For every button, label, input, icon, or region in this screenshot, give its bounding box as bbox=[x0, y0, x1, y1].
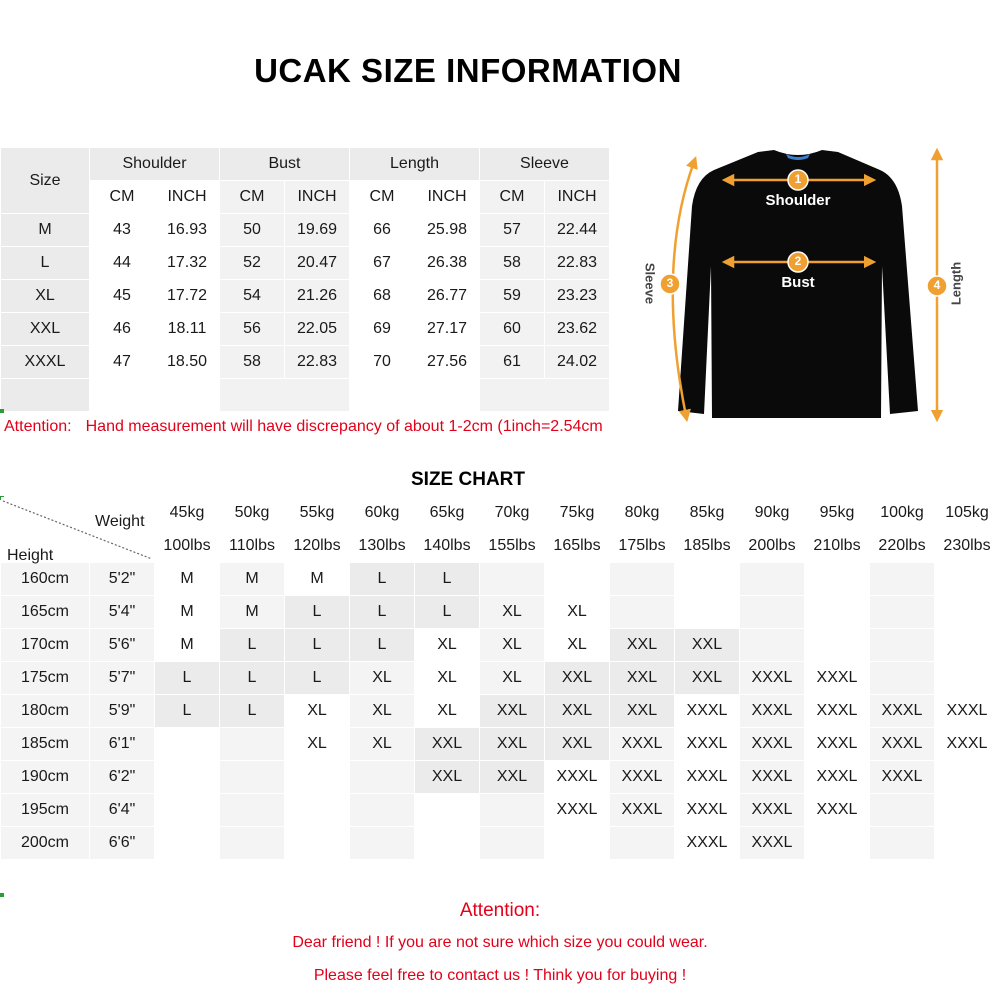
recommended-size-cell: L bbox=[350, 596, 414, 628]
measurement-cell: 27.56 bbox=[415, 346, 479, 378]
weight-kg-row bbox=[1, 497, 999, 529]
measurement-cell: 17.32 bbox=[155, 247, 219, 279]
recommended-size-cell bbox=[220, 794, 284, 826]
measurement-diagram bbox=[636, 146, 976, 431]
recommended-size-cell bbox=[740, 596, 804, 628]
recommended-size-cell: XXL bbox=[545, 662, 609, 694]
recommended-size-cell bbox=[350, 827, 414, 859]
recommended-size-cell bbox=[870, 794, 934, 826]
table-row bbox=[1, 794, 999, 826]
recommended-size-cell: XXXL bbox=[805, 695, 869, 727]
measurement-cell: 50 bbox=[220, 214, 284, 246]
measurement-cell: 22.05 bbox=[285, 313, 349, 345]
measurement-cell: 26.38 bbox=[415, 247, 479, 279]
height-cm-cell: 185cm bbox=[1, 728, 89, 760]
recommended-size-cell bbox=[155, 728, 219, 760]
weight-kg-cell: 60kg bbox=[350, 497, 414, 529]
bust-number: 2 bbox=[794, 254, 802, 268]
measurement-cell: 21.26 bbox=[285, 280, 349, 312]
height-cm-cell: 200cm bbox=[1, 827, 89, 859]
unit-header-cell: CM bbox=[90, 181, 154, 213]
recommended-size-cell: L bbox=[220, 662, 284, 694]
recommended-size-cell: XXXL bbox=[870, 695, 934, 727]
empty-cell bbox=[220, 379, 349, 411]
weight-lbs-cell: 165lbs bbox=[545, 530, 609, 562]
marker-dot bbox=[0, 409, 4, 413]
height-ft-cell: 6'1" bbox=[90, 728, 154, 760]
unit-header-cell: INCH bbox=[545, 181, 609, 213]
recommended-size-cell: XXXL bbox=[545, 761, 609, 793]
weight-kg-cell: 45kg bbox=[155, 497, 219, 529]
table-row bbox=[1, 662, 999, 694]
recommended-size-cell: XXL bbox=[415, 728, 479, 760]
measurement-cell: 54 bbox=[220, 280, 284, 312]
recommended-size-cell: XXXL bbox=[870, 761, 934, 793]
table-row bbox=[1, 313, 609, 345]
recommended-size-cell: XXL bbox=[545, 728, 609, 760]
recommended-size-cell: XXL bbox=[415, 761, 479, 793]
recommended-size-cell bbox=[480, 794, 544, 826]
weight-lbs-cell: 185lbs bbox=[675, 530, 739, 562]
height-cm-cell: 180cm bbox=[1, 695, 89, 727]
table-row bbox=[1, 247, 609, 279]
measurement-cell: 26.77 bbox=[415, 280, 479, 312]
recommended-size-cell: XXXL bbox=[740, 827, 804, 859]
recommended-size-cell bbox=[545, 563, 609, 595]
recommended-size-cell bbox=[870, 662, 934, 694]
weight-lbs-cell: 230lbs bbox=[935, 530, 999, 562]
recommended-size-cell: L bbox=[350, 629, 414, 661]
recommended-size-cell bbox=[740, 629, 804, 661]
sleeve-label: Sleeve bbox=[642, 262, 658, 305]
weight-lbs-cell: 155lbs bbox=[480, 530, 544, 562]
table-row bbox=[1, 695, 999, 727]
measurement-cell: 66 bbox=[350, 214, 414, 246]
marker-dot bbox=[0, 893, 4, 897]
table-row bbox=[1, 629, 999, 661]
height-cm-cell: 165cm bbox=[1, 596, 89, 628]
measurement-cell: 18.50 bbox=[155, 346, 219, 378]
recommended-size-cell: XXXL bbox=[675, 827, 739, 859]
recommended-size-cell: XL bbox=[415, 629, 479, 661]
recommended-size-cell bbox=[935, 596, 999, 628]
table-row bbox=[1, 280, 609, 312]
height-ft-cell: 5'7" bbox=[90, 662, 154, 694]
measurement-cell: 22.83 bbox=[545, 247, 609, 279]
recommended-size-cell: XXXL bbox=[740, 761, 804, 793]
recommended-size-cell bbox=[545, 827, 609, 859]
measurement-cell: 20.47 bbox=[285, 247, 349, 279]
weight-kg-cell: 105kg bbox=[935, 497, 999, 529]
recommended-size-cell: XL bbox=[545, 629, 609, 661]
sleeve-header: Sleeve bbox=[480, 148, 609, 180]
weight-kg-cell: 55kg bbox=[285, 497, 349, 529]
measurement-cell: 16.93 bbox=[155, 214, 219, 246]
recommended-size-cell bbox=[285, 827, 349, 859]
unit-header-row bbox=[1, 181, 609, 213]
recommended-size-cell: XXXL bbox=[805, 662, 869, 694]
recommended-size-cell bbox=[480, 827, 544, 859]
recommended-size-cell: XL bbox=[285, 728, 349, 760]
height-ft-cell: 5'2" bbox=[90, 563, 154, 595]
recommended-size-cell: XL bbox=[350, 662, 414, 694]
recommended-size-cell bbox=[805, 563, 869, 595]
recommended-size-cell: L bbox=[285, 629, 349, 661]
weight-lbs-cell: 220lbs bbox=[870, 530, 934, 562]
height-ft-cell: 6'2" bbox=[90, 761, 154, 793]
measurement-cell: 23.23 bbox=[545, 280, 609, 312]
height-cm-cell: 175cm bbox=[1, 662, 89, 694]
measurement-cell: 59 bbox=[480, 280, 544, 312]
measurement-cell: 45 bbox=[90, 280, 154, 312]
table-row bbox=[1, 214, 609, 246]
weight-lbs-cell: 140lbs bbox=[415, 530, 479, 562]
measurement-cell: 61 bbox=[480, 346, 544, 378]
recommended-size-cell bbox=[935, 563, 999, 595]
weight-lbs-cell: 130lbs bbox=[350, 530, 414, 562]
recommended-size-cell: XL bbox=[415, 662, 479, 694]
measurement-cell: 58 bbox=[220, 346, 284, 378]
recommended-size-cell: L bbox=[285, 662, 349, 694]
recommended-size-cell: XXXL bbox=[675, 728, 739, 760]
weight-kg-cell: 75kg bbox=[545, 497, 609, 529]
recommended-size-cell bbox=[285, 761, 349, 793]
empty-cell bbox=[350, 379, 479, 411]
recommended-size-cell: XXL bbox=[480, 695, 544, 727]
recommended-size-cell: XXXL bbox=[805, 728, 869, 760]
measurement-cell: 60 bbox=[480, 313, 544, 345]
recommended-size-cell: XXXL bbox=[610, 761, 674, 793]
recommended-size-cell: XXXL bbox=[740, 662, 804, 694]
recommended-size-cell bbox=[415, 794, 479, 826]
recommended-size-cell: XXXL bbox=[675, 761, 739, 793]
unit-header-cell: INCH bbox=[285, 181, 349, 213]
measurement-cell: 47 bbox=[90, 346, 154, 378]
size-name-cell: XXXL bbox=[1, 346, 89, 378]
weight-lbs-cell: 175lbs bbox=[610, 530, 674, 562]
shoulder-header: Shoulder bbox=[90, 148, 219, 180]
recommended-size-cell bbox=[610, 563, 674, 595]
height-label: Height bbox=[7, 547, 54, 564]
measurement-cell: 18.11 bbox=[155, 313, 219, 345]
height-cm-cell: 195cm bbox=[1, 794, 89, 826]
page-title: UCAK SIZE INFORMATION bbox=[254, 52, 682, 89]
recommended-size-cell: XXXL bbox=[805, 761, 869, 793]
unit-header-cell: CM bbox=[220, 181, 284, 213]
recommended-size-cell: XXXL bbox=[740, 728, 804, 760]
measurement-cell: 17.72 bbox=[155, 280, 219, 312]
measurement-cell: 22.44 bbox=[545, 214, 609, 246]
recommended-size-cell: XXXL bbox=[675, 794, 739, 826]
recommended-size-cell: XXL bbox=[675, 662, 739, 694]
weight-kg-cell: 95kg bbox=[805, 497, 869, 529]
unit-header-cell: CM bbox=[350, 181, 414, 213]
measurement-cell: 44 bbox=[90, 247, 154, 279]
attention-text: Hand measurement will have discrepancy of about 1-2cm (1inch=2.54cm bbox=[85, 418, 603, 435]
footer-attention: Attention: bbox=[459, 900, 541, 921]
attention-label: Attention: bbox=[4, 418, 72, 435]
recommended-size-cell bbox=[350, 761, 414, 793]
recommended-size-cell: XXXL bbox=[935, 695, 999, 727]
weight-label: Weight bbox=[95, 513, 145, 530]
recommended-size-cell: XXXL bbox=[610, 728, 674, 760]
recommended-size-cell: L bbox=[155, 662, 219, 694]
recommended-size-cell bbox=[870, 629, 934, 661]
recommended-size-cell bbox=[935, 761, 999, 793]
measurement-cell: 46 bbox=[90, 313, 154, 345]
recommended-size-cell: XXXL bbox=[740, 794, 804, 826]
measurement-cell: 25.98 bbox=[415, 214, 479, 246]
recommended-size-cell: L bbox=[155, 695, 219, 727]
size-chart-title: SIZE CHART bbox=[411, 469, 525, 490]
table-row bbox=[1, 761, 999, 793]
height-ft-cell: 6'6" bbox=[90, 827, 154, 859]
recommended-size-cell bbox=[935, 629, 999, 661]
recommended-size-cell bbox=[155, 827, 219, 859]
weight-kg-cell: 70kg bbox=[480, 497, 544, 529]
recommended-size-cell: XL bbox=[350, 728, 414, 760]
attention-note bbox=[4, 418, 603, 436]
recommended-size-cell: XXXL bbox=[545, 794, 609, 826]
measurement-cell: 58 bbox=[480, 247, 544, 279]
recommended-size-cell: XL bbox=[480, 629, 544, 661]
weight-kg-cell: 100kg bbox=[870, 497, 934, 529]
recommended-size-cell bbox=[870, 827, 934, 859]
recommended-size-cell bbox=[220, 728, 284, 760]
recommended-size-cell: XXL bbox=[675, 629, 739, 661]
height-cm-cell: 190cm bbox=[1, 761, 89, 793]
recommended-size-cell: XXL bbox=[480, 761, 544, 793]
measurement-cell: 69 bbox=[350, 313, 414, 345]
recommended-size-cell bbox=[155, 794, 219, 826]
measurement-cell: 27.17 bbox=[415, 313, 479, 345]
size-name-cell: M bbox=[1, 214, 89, 246]
weight-kg-cell: 80kg bbox=[610, 497, 674, 529]
shoulder-label: Shoulder bbox=[765, 192, 831, 209]
measurement-cell: 57 bbox=[480, 214, 544, 246]
size-name-cell: XXL bbox=[1, 313, 89, 345]
recommended-size-cell bbox=[285, 794, 349, 826]
measurement-cell: 23.62 bbox=[545, 313, 609, 345]
empty-cell bbox=[480, 379, 609, 411]
size-measurement-table bbox=[0, 147, 610, 412]
weight-kg-cell: 50kg bbox=[220, 497, 284, 529]
recommended-size-cell: L bbox=[220, 629, 284, 661]
recommended-size-cell bbox=[935, 662, 999, 694]
recommended-size-cell: L bbox=[350, 563, 414, 595]
recommended-size-cell: XXL bbox=[610, 695, 674, 727]
weight-lbs-cell: 120lbs bbox=[285, 530, 349, 562]
measurement-cell: 24.02 bbox=[545, 346, 609, 378]
recommended-size-cell: XXXL bbox=[610, 794, 674, 826]
recommended-size-cell: XXXL bbox=[740, 695, 804, 727]
recommended-size-cell bbox=[610, 827, 674, 859]
recommended-size-cell bbox=[415, 827, 479, 859]
height-ft-cell: 5'9" bbox=[90, 695, 154, 727]
recommended-size-cell: L bbox=[285, 596, 349, 628]
unit-header-cell: INCH bbox=[155, 181, 219, 213]
recommended-size-cell: M bbox=[285, 563, 349, 595]
recommended-size-cell: XXXL bbox=[935, 728, 999, 760]
height-cm-cell: 160cm bbox=[1, 563, 89, 595]
recommended-size-cell bbox=[805, 827, 869, 859]
recommended-size-cell: XL bbox=[350, 695, 414, 727]
table-row bbox=[1, 728, 999, 760]
recommended-size-cell: XL bbox=[285, 695, 349, 727]
weight-lbs-cell: 210lbs bbox=[805, 530, 869, 562]
weight-lbs-cell: 200lbs bbox=[740, 530, 804, 562]
recommended-size-cell: XXXL bbox=[870, 728, 934, 760]
table-row bbox=[1, 596, 999, 628]
recommended-size-cell bbox=[610, 596, 674, 628]
unit-header-cell: CM bbox=[480, 181, 544, 213]
recommended-size-cell: M bbox=[155, 596, 219, 628]
measurement-cell: 70 bbox=[350, 346, 414, 378]
length-header: Length bbox=[350, 148, 479, 180]
table-row bbox=[1, 563, 999, 595]
recommended-size-cell bbox=[675, 596, 739, 628]
recommended-size-cell bbox=[805, 596, 869, 628]
measurement-cell: 56 bbox=[220, 313, 284, 345]
measurement-cell: 22.83 bbox=[285, 346, 349, 378]
recommended-size-cell: M bbox=[155, 563, 219, 595]
recommended-size-cell bbox=[480, 563, 544, 595]
recommended-size-cell: XL bbox=[480, 662, 544, 694]
recommended-size-cell bbox=[675, 563, 739, 595]
footer-line-1: Dear friend ! If you are not sure which size you could wear. bbox=[292, 934, 708, 951]
shoulder-number: 1 bbox=[794, 172, 802, 186]
recommended-size-cell bbox=[350, 794, 414, 826]
measurement-cell: 19.69 bbox=[285, 214, 349, 246]
sleeve-number: 3 bbox=[666, 276, 674, 290]
recommended-size-cell: XXXL bbox=[805, 794, 869, 826]
recommended-size-cell: XXL bbox=[610, 629, 674, 661]
empty-cell bbox=[90, 379, 219, 411]
weight-lbs-cell: 110lbs bbox=[220, 530, 284, 562]
recommended-size-cell bbox=[155, 761, 219, 793]
recommended-size-cell bbox=[805, 629, 869, 661]
length-label: Length bbox=[948, 261, 964, 306]
unit-header-cell: INCH bbox=[415, 181, 479, 213]
table-row bbox=[1, 346, 609, 378]
recommended-size-cell: M bbox=[220, 563, 284, 595]
recommended-size-cell: L bbox=[220, 695, 284, 727]
table-row bbox=[1, 827, 999, 859]
weight-kg-cell: 85kg bbox=[675, 497, 739, 529]
height-ft-cell: 6'4" bbox=[90, 794, 154, 826]
footer-line-2: Please feel free to contact us ! Think you for buying ! bbox=[313, 967, 687, 984]
measurement-cell: 67 bbox=[350, 247, 414, 279]
size-name-cell: L bbox=[1, 247, 89, 279]
recommended-size-cell bbox=[935, 827, 999, 859]
bust-header: Bust bbox=[220, 148, 349, 180]
recommended-size-cell: M bbox=[220, 596, 284, 628]
recommended-size-cell bbox=[870, 563, 934, 595]
weight-kg-cell: 90kg bbox=[740, 497, 804, 529]
measurement-cell: 52 bbox=[220, 247, 284, 279]
height-ft-cell: 5'6" bbox=[90, 629, 154, 661]
recommended-size-cell: XXL bbox=[610, 662, 674, 694]
recommended-size-cell: L bbox=[415, 596, 479, 628]
size-chart-table bbox=[0, 496, 1000, 860]
bust-label: Bust bbox=[781, 274, 815, 291]
recommended-size-cell: XL bbox=[415, 695, 479, 727]
recommended-size-cell bbox=[935, 794, 999, 826]
recommended-size-cell bbox=[870, 596, 934, 628]
recommended-size-cell bbox=[220, 827, 284, 859]
recommended-size-cell: L bbox=[415, 563, 479, 595]
recommended-size-cell: XXL bbox=[545, 695, 609, 727]
recommended-size-cell bbox=[740, 563, 804, 595]
recommended-size-cell: XXL bbox=[480, 728, 544, 760]
measurement-cell: 43 bbox=[90, 214, 154, 246]
measurement-cell: 68 bbox=[350, 280, 414, 312]
weight-lbs-cell: 100lbs bbox=[155, 530, 219, 562]
empty-row bbox=[1, 379, 609, 411]
recommended-size-cell: XL bbox=[480, 596, 544, 628]
weight-height-corner bbox=[1, 497, 154, 562]
empty-cell bbox=[1, 379, 89, 411]
recommended-size-cell bbox=[220, 761, 284, 793]
height-cm-cell: 170cm bbox=[1, 629, 89, 661]
recommended-size-cell: XXXL bbox=[675, 695, 739, 727]
length-number: 4 bbox=[933, 278, 941, 292]
recommended-size-cell: XL bbox=[545, 596, 609, 628]
weight-kg-cell: 65kg bbox=[415, 497, 479, 529]
recommended-size-cell: M bbox=[155, 629, 219, 661]
size-header: Size bbox=[1, 148, 89, 213]
height-ft-cell: 5'4" bbox=[90, 596, 154, 628]
size-name-cell: XL bbox=[1, 280, 89, 312]
